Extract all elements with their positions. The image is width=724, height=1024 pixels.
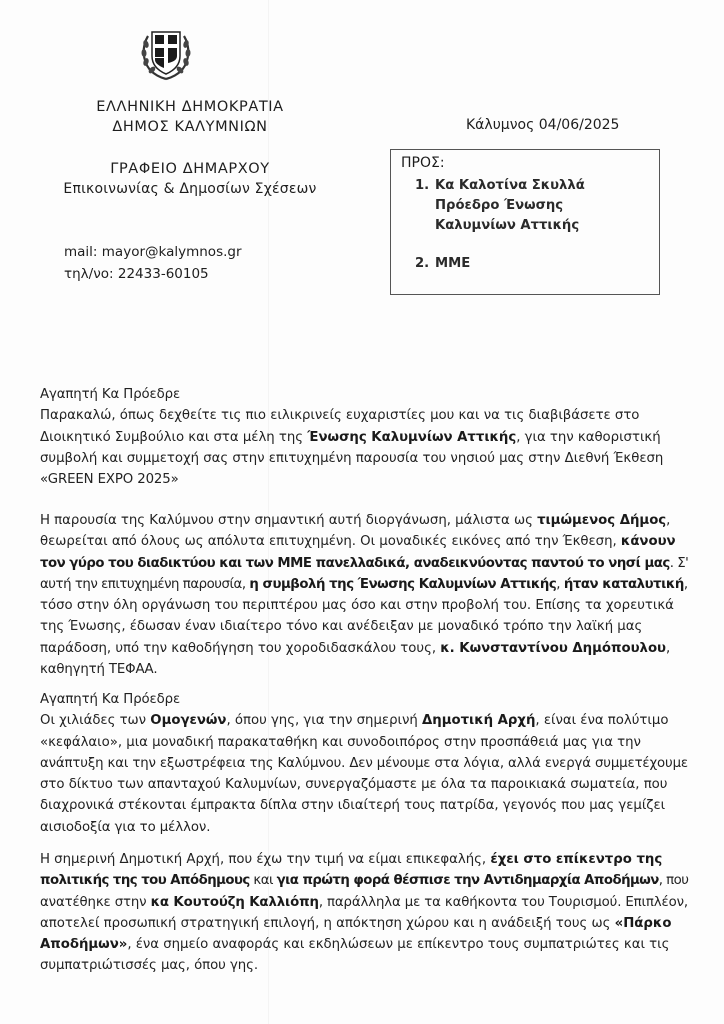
office-name: ΓΡΑΦΕΙΟ ΔΗΜΑΡΧΟΥ	[110, 161, 270, 177]
text-line: πολιτικής της του Απόδημους και για πρώτη φορά θέσπισε την Αντιδημαρχία Αποδήμων, που	[40, 873, 689, 889]
organization-header	[40, 97, 340, 137]
text-line: ανατέθηκε στην κα Κουτούζη Καλλιόπη, παράλληλα με τα καθήκοντα του Τουρισμού. Επιπλέον,	[40, 894, 689, 910]
recipient-line: ΜΜΕ	[435, 256, 471, 271]
text-line: αυτή την επιτυχημένη παρουσία, η συμβολή της Ένωσης Καλυμνίων Αττικής, ήταν καταλυτική,	[40, 576, 688, 592]
text-line: τον γύρο του διαδικτύου και των ΜΜΕ πανελλαδικά, αναδεικνύοντας παντού το νησί μας. Σ'	[40, 555, 689, 571]
text-line: «GREEN EXPO 2025»	[40, 472, 179, 488]
recipients-box	[390, 149, 660, 295]
text-line: καθηγητή ΤΕΦΑΑ.	[40, 662, 158, 678]
department-name: Επικοινωνίας & Δημοσίων Σχέσεων	[63, 181, 317, 197]
country-name: ΕΛΛΗΝΙΚΗ ΔΗΜΟΚΡΑΤΙΑ	[96, 99, 284, 115]
date-line: Κάλυμνος 04/06/2025	[466, 117, 620, 133]
text-line: Η σημερινή Δημοτική Αρχή, που έχω την τιμή να είμαι επικεφαλής, έχει στο επίκεντρο της	[40, 852, 663, 867]
contact-info	[64, 241, 242, 285]
salutation: Αγαπητή Κα Πρόεδρε	[40, 692, 181, 707]
text-line: της Ένωσης, έδωσαν έναν ιδιαίτερο τόνο και ανέδειξαν με μοναδικό τρόπο την λαϊκή μας	[40, 619, 643, 635]
text-line: συμπατριώτισσές μας, όπου γης.	[40, 958, 259, 974]
text-line: Οι χιλιάδες των Ομογενών, όπου γης, για την σημερινή Δημοτική Αρχή, είναι ένα πολύτιμο	[40, 713, 669, 729]
text-line: Παρακαλώ, όπως δεχθείτε τις πιο ειλικρινείς ευχαριστίες μου και να τις διαβιβάσετε στο	[40, 408, 640, 424]
recipient-number: 2.	[415, 256, 430, 271]
text-line: στο δίκτυο των απανταχού Καλυμνίων, συνεργαζόμαστε με όλα τα παροικιακά σωματεία, που	[40, 777, 668, 793]
office-header	[40, 159, 340, 199]
salutation: Αγαπητή Κα Πρόεδρε	[40, 387, 181, 402]
recipient-item	[415, 254, 470, 274]
recipients-label: ΠΡΟΣ:	[401, 155, 445, 171]
text-line: θεωρείται από όλους ως απόλυτα επιτυχημένη. Οι μοναδικές εικόνες από την Έκθεση, κάνουν	[40, 534, 676, 550]
text-line: ανάπτυξη και την εξωστρέφεια της Καλύμνου. Δεν μένουμε στα λόγια, αλλά ενεργά συμμετέχουμε	[40, 755, 688, 771]
text-line: Η παρουσία της Καλύμνου στην σημαντική αυτή διοργάνωση, μάλιστα ως τιμώμενος Δήμος,	[40, 513, 671, 528]
paragraph-diaspora	[40, 689, 690, 838]
phone-number: 22433-60105	[117, 266, 209, 282]
phone-label: τηλ/νο:	[64, 266, 114, 282]
paragraph-municipal-policy	[40, 849, 690, 977]
text-line: διαχρονικά στέκονται έμπρακτα δίπλα στην ιδιαίτερή τους πατρίδα, γεγονός που μας γεμίζει	[40, 798, 666, 814]
recipient-item	[415, 176, 585, 236]
text-line: συμβολή και συμμετοχή σας στην επιτυχημένη παρουσία του νησιού μας στην Διεθνή Έκθεση	[40, 450, 664, 466]
text-line: αισιοδοξία για το μέλλον.	[40, 819, 211, 835]
recipient-line: Καλυμνίων Αττικής	[435, 218, 580, 233]
text-line: παράδοση, υπό την καθοδήγηση του χοροδιδασκάλου τους, κ. Κωνσταντίνου Δημόπουλου,	[40, 640, 671, 656]
text-line: τόσο στην όλη οργάνωση του περιπτέρου μας όσο και στην προβολή του. Επίσης τα χορευτικά	[40, 598, 674, 614]
recipient-line: Πρόεδρο Ένωσης	[435, 198, 564, 213]
paragraph-expo	[40, 510, 690, 680]
text-line: Αποδήμων», ένα σημείο αναφοράς και εκδηλώσεων με επίκεντρο τους συμπατριώτες και τις	[40, 937, 670, 953]
recipient-number: 1.	[415, 178, 430, 193]
text-line: «κεφάλαιο», μια μοναδική παρακαταθήκη και συνοδοιπόρος στην προσπάθειά μας για την	[40, 734, 641, 750]
text-line: Διοικητικό Συμβούλιο και στα μέλη της Ένωσης Καλυμνίων Αττικής, για την καθοριστική	[40, 429, 661, 445]
municipality-name: ΔΗΜΟΣ ΚΑΛΥΜΝΙΩΝ	[112, 119, 268, 135]
greek-coat-of-arms-icon	[138, 22, 194, 82]
text-line: αποτελεί προσωπική στρατηγική επιλογή, η απόκτηση χώρου και η ανάδειξή τους ως «Πάρκο	[40, 915, 672, 931]
email-link[interactable]: mayor@kalymnos.gr	[101, 244, 242, 260]
recipient-line: Κα Καλοτίνα Σκυλλά	[435, 178, 585, 193]
paragraph-thanks	[40, 384, 690, 490]
email-label: mail:	[64, 244, 98, 260]
